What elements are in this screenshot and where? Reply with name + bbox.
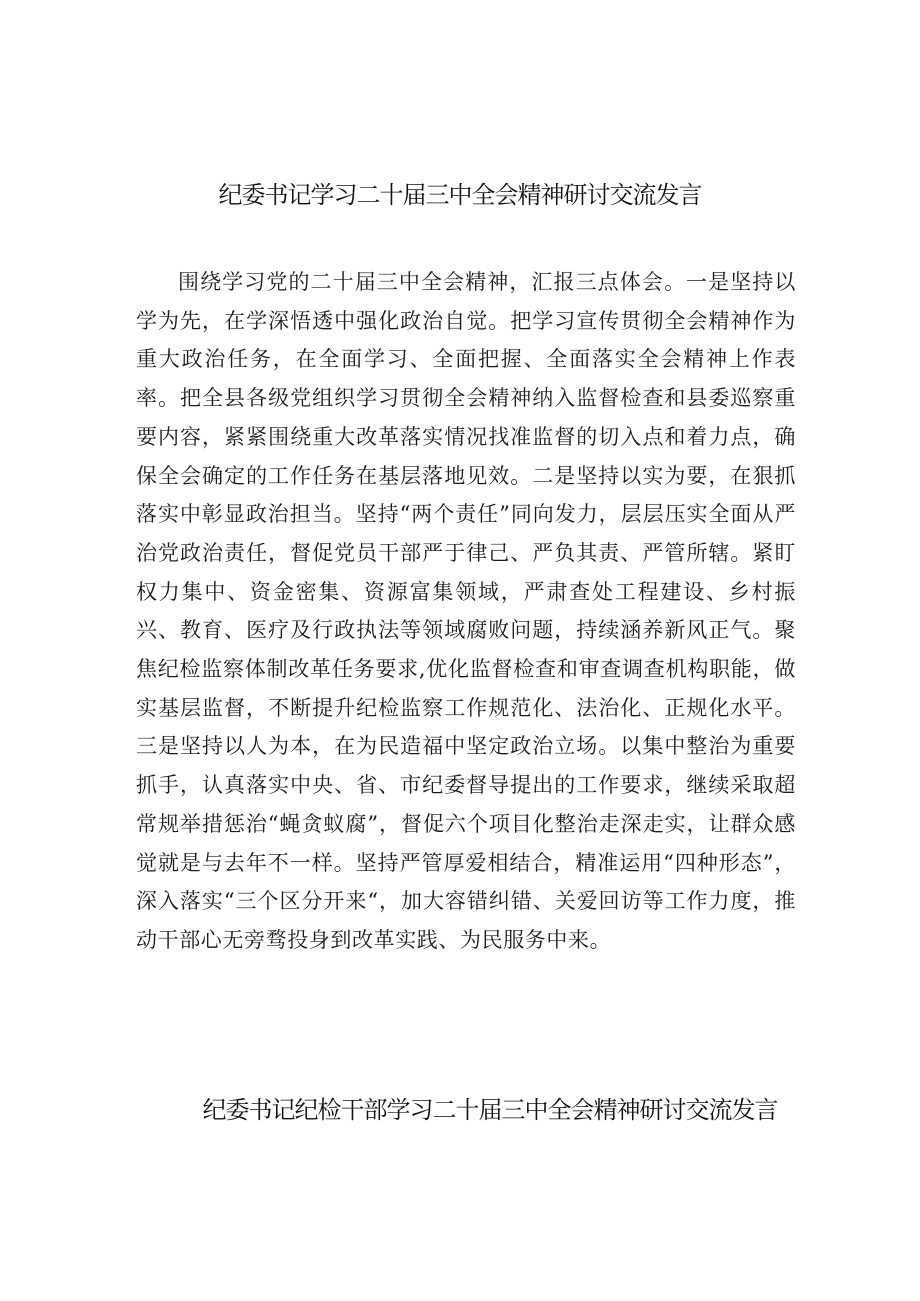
- body-paragraph: 围绕学习党的二十届三中全会精神，汇报三点体会。一是坚持以学为先，在学深悟透中强化政治自觉。把学习宣传贯彻全会精神作为重大政治任务，在全面学习、全面把握、全面落实全会精神上作表率。把全县各级党组织学习贯彻全会精神纳入监督检查和县委巡察重要内容，紧紧围绕重大改革落实情况找准监督的切入点和着力点，确保全会确定的工作任务在基层落地见效。二是坚持以实为要，在狠抓落实中彰显政治担当。坚持“两个责任”同向发力，层层压实全面从严治党政治责任，督促党员干部严于律己、严负其责、严管所辖。紧盯权力集中、资金密集、资源富集领域，严肃查处工程建设、乡村振兴、教育、医疗及行政执法等领域腐败问题，持续涵养新风正气。聚焦纪检监察体制改革任务要求,优化监督检查和审查调查机构职能，做实基层监督，不断提升纪检监察工作规范化、法治化、正规化水平。三是坚持以人为本，在为民造福中坚定政治立场。以集中整治为重要抓手，认真落实中央、省、市纪委督导提出的工作要求，继续采取超常规举措惩治“蝇贪蚁腐”，督促六个项目化整治走深走实，让群众感觉就是与去年不一样。坚持严管厚爱相结合，精准运用“四种形态”，深入落实“三个区分开来“，加大容错纠错、关爱回访等工作力度，推动干部心无旁骛投身到改革实践、为民服务中来。: [136, 270, 796, 952]
- next-document-title: 纪委书记纪检干部学习二十届三中全会精神研讨交流发言: [202, 1096, 778, 1124]
- document-title: 纪委书记学习二十届三中全会精神研讨交流发言: [218, 181, 702, 209]
